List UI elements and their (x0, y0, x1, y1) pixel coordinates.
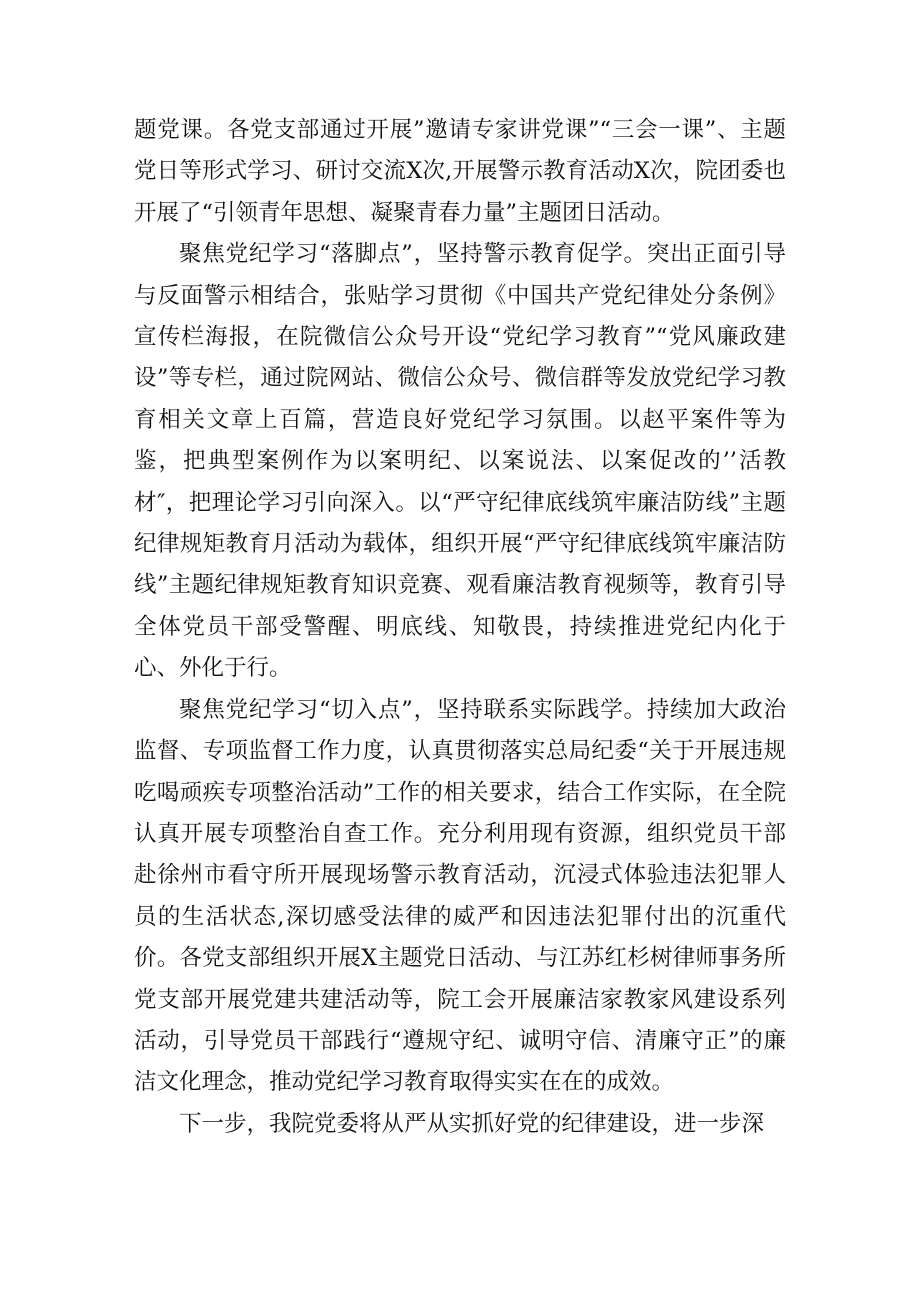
paragraph-4: 下一步，我院党委将从严从实抓好党的纪律建设，进一步深 (179, 1110, 765, 1137)
paragraph-1: 题党课。各党支部通过开展”邀请专家讲党课”“三会一课”、主题党日等形式学习、研讨交流X次,开展警示教育活动X次，院团委也开展了“引领青年思想、凝聚青春力量”主题团日活动。 (134, 117, 786, 226)
document-body (134, 110, 786, 1145)
paragraph-2: 聚焦党纪学习“落脚点”，坚持警示教育促学。突出正面引导与反面警示相结合，张贴学习贯彻《中国共产党纪律处分条例》宣传栏海报，在院微信公众号开设“党纪学习教育”“党风廉政建设”等专栏，通过院网站、微信公众号、微信群等发放党纪学习教育相关文章上百篇，营造良好党纪学习氛围。以赵平案件等为鉴，把典型案例作为以案明纪、以案说法、以案促改的’’活教材″，把理论学习引向深入。以“严守纪律底线筑牢廉洁防线”主题纪律规矩教育月活动为载体，组织开展“严守纪律底线筑牢廉洁防线”主题纪律规矩教育知识竞赛、观看廉洁教育视频等，教育引导全体党员干部受警醒、明底线、知敬畏，持续推进党纪内化于心、外化于行。 (134, 241, 786, 682)
paragraph-3: 聚焦党纪学习“切入点”，坚持联系实际践学。持续加大政治监督、专项监督工作力度，认真贯彻落实总局纪委“关于开展违规吃喝顽疾专项整治活动”工作的相关要求，结合工作实际，在全院认真开展专项整治自查工作。充分利用现有资源，组织党员干部赴徐州市看守所开展现场警示教育活动，沉浸式体验违法犯罪人员的生活状态,深切感受法律的威严和因违法犯罪付出的沉重代价。各党支部组织开展X主题党日活动、与江苏红杉树律师事务所党支部开展党建共建活动等，院工会开展廉洁家教家风建设系列活动，引导党员干部践行“遵规守纪、诚明守信、清廉守正”的廉洁文化理念，推动党纪学习教育取得实实在在的成效。 (134, 696, 786, 1096)
